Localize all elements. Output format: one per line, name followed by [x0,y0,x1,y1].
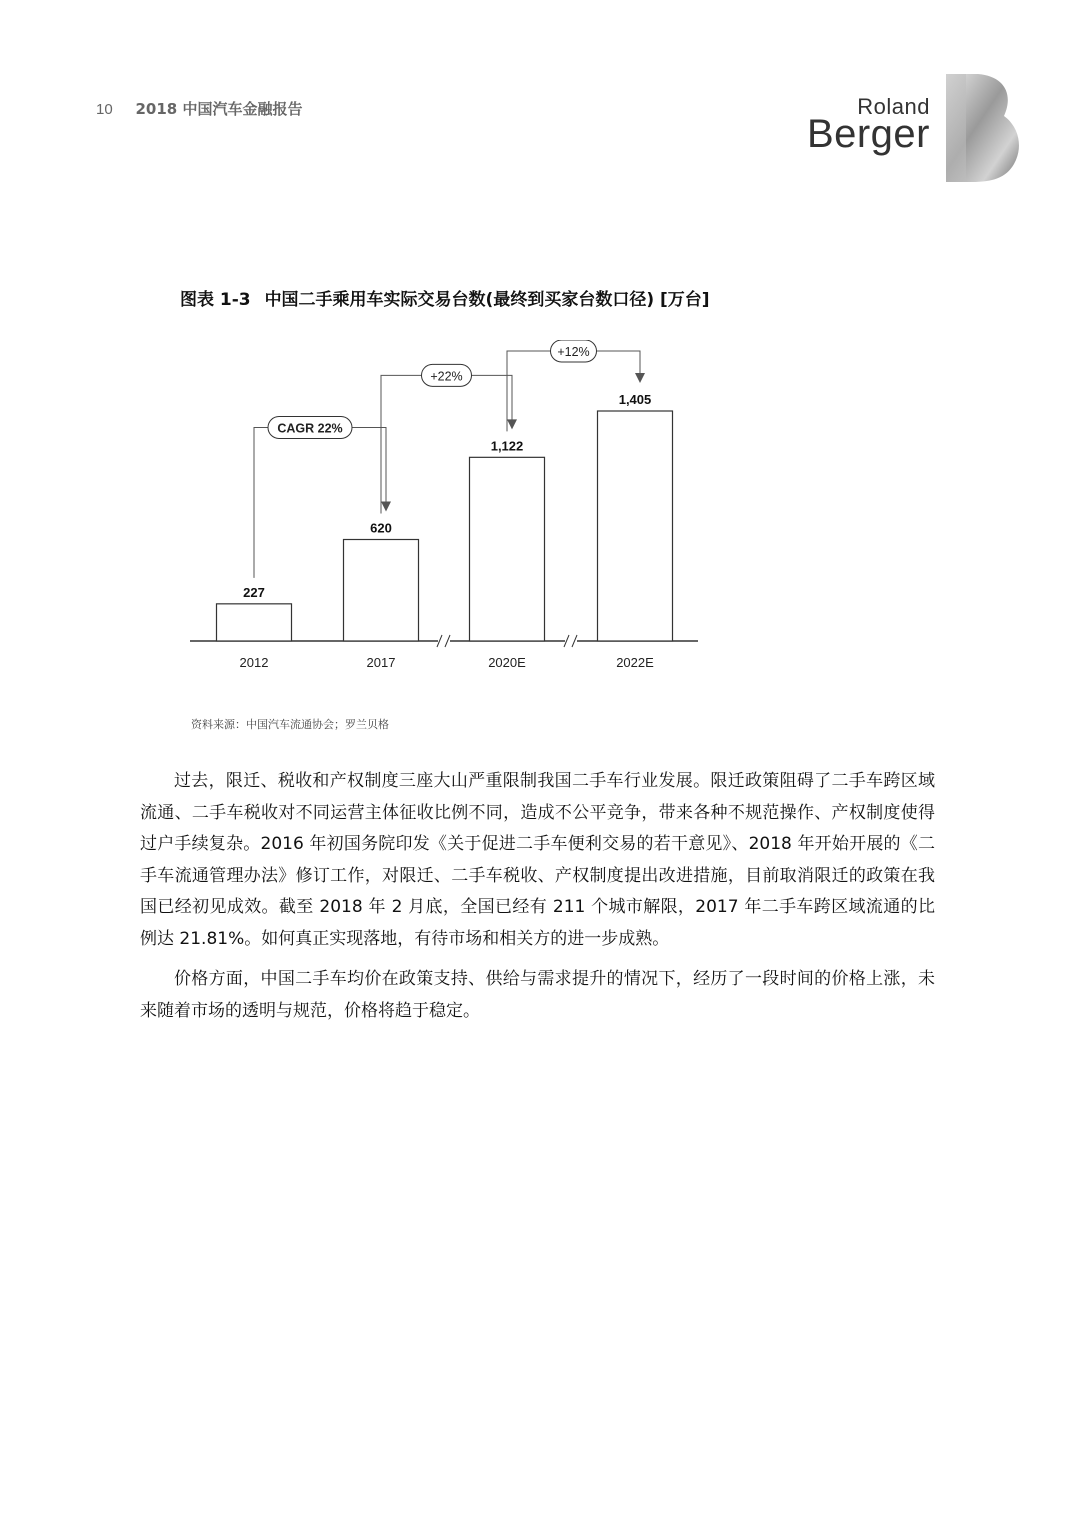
figure-caption: 中国二手乘用车实际交易台数(最终到买家台数口径) [万台] [264,290,710,310]
x-tick-label: 2020E [488,655,526,670]
growth-badge-label: CAGR 22% [277,421,343,436]
bar-chart [180,340,720,685]
x-tick-label: 2022E [616,655,654,670]
logo-b-mark-icon [942,74,1022,184]
figure-label: 图表 1-3 [180,290,251,310]
bar [598,411,673,641]
bar [344,540,419,641]
arrow-head-icon [381,502,391,512]
body-text [140,766,935,1036]
figure-title [180,285,710,310]
bar-value-label: 620 [370,520,392,536]
chart-svg [180,340,720,685]
x-tick-label: 2012 [239,655,269,670]
bar [470,457,545,641]
report-title: 2018 中国汽车金融报告 [135,100,303,118]
page-header [96,98,302,119]
x-tick-label: 2017 [366,655,396,670]
source-note: 资料来源：中国汽车流通协会；罗兰贝格 [191,718,389,731]
paragraph: 价格方面，中国二手车均价在政策支持、供给与需求提升的情况下，经历了一段时间的价格上涨，未来随着市场的透明与规范，价格将趋于稳定。 [140,969,935,1021]
logo-text-berger: Berger [806,112,930,156]
paragraph: 过去，限迁、税收和产权制度三座大山严重限制我国二手车行业发展。限迁政策阻碍了二手车跨区域流通、二手车税收对不同运营主体征收比例不同，造成不公平竞争，带来各种不规范操作、产权制度使得过户手续复杂。2016 年初国务院印发《关于促进二手车便利交易的若干意见》、2018 年开始开展的《二手车流通管理办法》修订工作，对限迁、二手车税收、产权制度提出改进措施，目前取消限迁的政策在我国已经初见成效。截至 2018 年 2 月底，全国已经有 211 个城市解限，2017 年二手车跨区域流通的比例达 21.81%。如何真正实现落地，有待市场和相关方的进一步成熟。 [140,771,935,949]
growth-badge-label: +22% [430,369,463,384]
bar-value-label: 1,405 [618,392,652,407]
logo-text-roland: Roland [857,94,930,119]
bar-value-label: 227 [243,584,265,600]
growth-badge-label: +12% [557,345,590,359]
bar [217,604,292,641]
roland-berger-logo [800,74,1030,184]
arrow-head-icon [507,419,517,429]
arrow-head-icon [635,373,645,383]
page-number: 10 [96,101,113,118]
bar-value-label: 1,122 [490,438,524,454]
